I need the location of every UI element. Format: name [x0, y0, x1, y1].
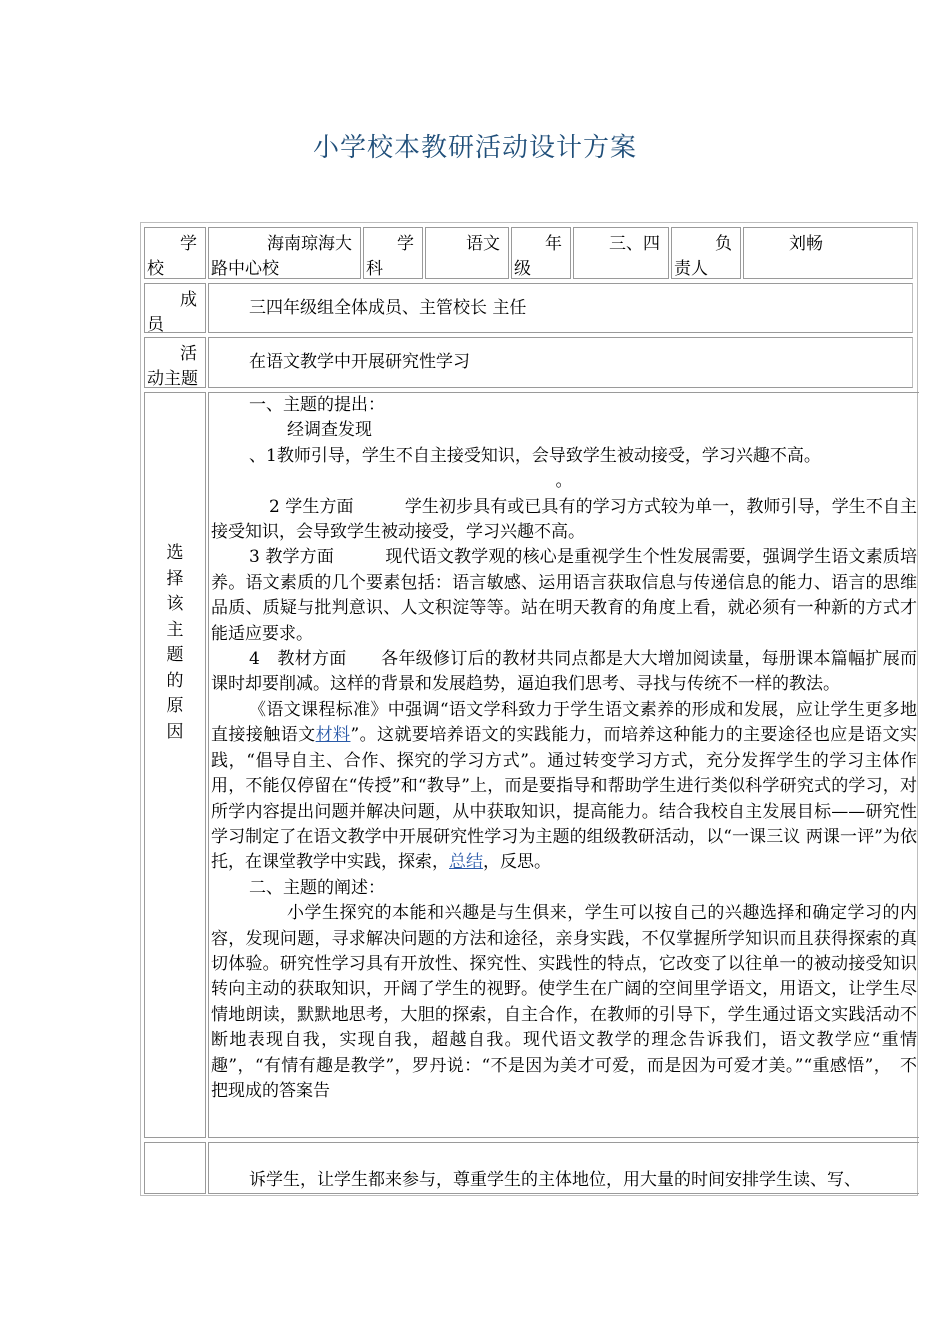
materials-link[interactable]: 材料	[315, 725, 351, 746]
members-label-cell	[144, 283, 206, 333]
school-value-b: 路中心校	[211, 259, 279, 279]
heading-1: 一、主题的提出：	[249, 395, 385, 415]
members-value: 三四年级组全体成员、主管校长 主任	[249, 298, 527, 318]
leader-value-cell	[743, 227, 913, 279]
members-label-a: 成	[180, 290, 197, 310]
continuation-text: 诉学生，让学生都来参与，尊重学生的主体地位，用大量的时间安排学生读、写、	[249, 1170, 861, 1190]
elaboration-paragraph: 小学生探究的本能和兴趣是与生俱来，学生可以按自己的兴趣选择和确定学习的内容，发现问题，寻求解决问题的方法和途径，亲身实践，不仅掌握所学知识而且获得探索的真切体验。研究性学习具有开放性、探究性、实践性的特点，它改变了以往单一的被动接受知识转向主动的获取知识，开阔了学生的视野。使学生在广阔的空间里学语文，用语文，让学生尽情地朗读，默默地思考，大胆的探索，自主合作，在教师的引导下，学生通过语文实践活动不断地表现自我，实现自我，超越自我。现代语文教学的理念告诉我们，语文教学应“重情趣”，“有情有趣是教学”，罗丹说：“不是因为美才可爱，而是因为可爱才美。”“重感悟”， 不把现成的答案告	[211, 903, 917, 1101]
theme-value-cell	[208, 337, 913, 388]
school-value-a: 海南琼海大	[267, 234, 352, 254]
members-label-b: 员	[147, 315, 164, 333]
subject-value-cell	[425, 227, 509, 279]
continuation-label-cell	[144, 1142, 206, 1194]
subject-label-b: 科	[366, 259, 383, 279]
theme-value: 在语文教学中开展研究性学习	[249, 352, 470, 372]
summary-link[interactable]: 总结	[449, 852, 483, 873]
curriculum-text-c: ，反思。	[483, 852, 551, 873]
plan-table	[140, 222, 918, 1196]
theme-label-b: 动主题	[147, 369, 198, 388]
school-value-cell	[208, 227, 361, 279]
theme-label-a: 活	[180, 344, 197, 364]
reason-label-char: 择	[166, 568, 184, 589]
reason-label-char: 的	[166, 670, 184, 691]
heading-2: 二、主题的阐述：	[249, 877, 385, 898]
document-title: 小学校本教研活动设计方案	[312, 133, 637, 163]
subject-label-cell	[363, 227, 423, 279]
grade-value-cell	[573, 227, 669, 279]
leader-value: 刘畅	[789, 234, 823, 254]
reason-item-1: 、1教师引导，学生不自主接受知识，会导致学生被动接受，学习兴趣不高。	[249, 445, 821, 466]
reason-vertical-label	[145, 541, 205, 745]
school-label-a: 学	[180, 234, 197, 254]
subject-value: 语文	[466, 234, 500, 254]
survey-line: 经调查发现	[287, 420, 372, 441]
leader-label-cell	[671, 227, 741, 279]
reason-label-char: 题	[166, 645, 184, 665]
curriculum-text-a: 《语文课程标准》中强调“语文学科致力于学生语文素养的形成和发展，应让学生更多地直接接触语文	[211, 699, 917, 746]
reason-item-4: 4 教材方面 各年级修订后的教材共同点都是大大增加阅读量，每册课本篇幅扩展而课时却要削减。这样的背景和发展趋势，逼迫我们思考、寻找与传统不一样的教法。	[211, 649, 917, 695]
members-value-cell	[208, 283, 913, 333]
grade-label-a: 年	[545, 234, 562, 254]
reason-label-char: 选	[166, 543, 184, 563]
reason-body	[211, 393, 917, 1104]
curriculum-paragraph	[211, 698, 917, 876]
grade-value: 三、四	[609, 234, 660, 254]
grade-label-b: 级	[514, 259, 531, 279]
continuation-content-cell	[208, 1142, 919, 1194]
school-label-cell	[144, 227, 206, 279]
leader-label-a: 负	[715, 234, 732, 254]
leader-label-b: 责人	[674, 259, 708, 279]
reason-label-char: 因	[166, 721, 184, 742]
reason-item-2: 2 学生方面 学生初步具有或已具有的学习方式较为单一，教师引导，学生不自主接受知识，会导致学生被动接受，学习兴趣不高。	[211, 496, 917, 543]
grade-label-cell	[511, 227, 571, 279]
subject-label-a: 学	[397, 234, 414, 254]
reason-item-3: 3 教学方面 现代语文教学观的核心是重视学生个性发展需要，强调学生语文素质培养。语文素质的几个要素包括：语言敏感、运用语言获取信息与传递信息的能力、语言的思维品质、质疑与批判意识、人文积淀等等。站在明天教育的角度上看，就必须有一种新的方式才能适应要求。	[211, 547, 917, 644]
reason-label-cell	[144, 392, 206, 1138]
theme-label-cell	[144, 337, 206, 388]
school-label-b: 校	[147, 259, 164, 279]
reason-dot: 。	[555, 471, 573, 492]
reason-label-char: 主	[166, 619, 184, 640]
reason-label-char: 原	[166, 696, 184, 716]
reason-label-char: 该	[166, 594, 184, 614]
curriculum-text-b: ”。这就要培养语文的实践能力，而培养这种能力的主要途径也应是语文实践，“倡导自主、合作、探究的学习方式”。通过转变学习方式，充分发挥学生的学习主体作用，不能仅停留在“传授”和“教导”上，而是要指导和帮助学生进行类似科学研究式的学习，对所学内容提出问题并解决问题，从中获取知识，提高能力。结合我校自主发展目标——研究性学习制定了在语文教学中开展研究性学习为主题的组级教研活动，以“一课三议 两课一评”为依托，在课堂教学中实践，探索，	[211, 725, 918, 873]
reason-content-cell	[208, 392, 919, 1138]
